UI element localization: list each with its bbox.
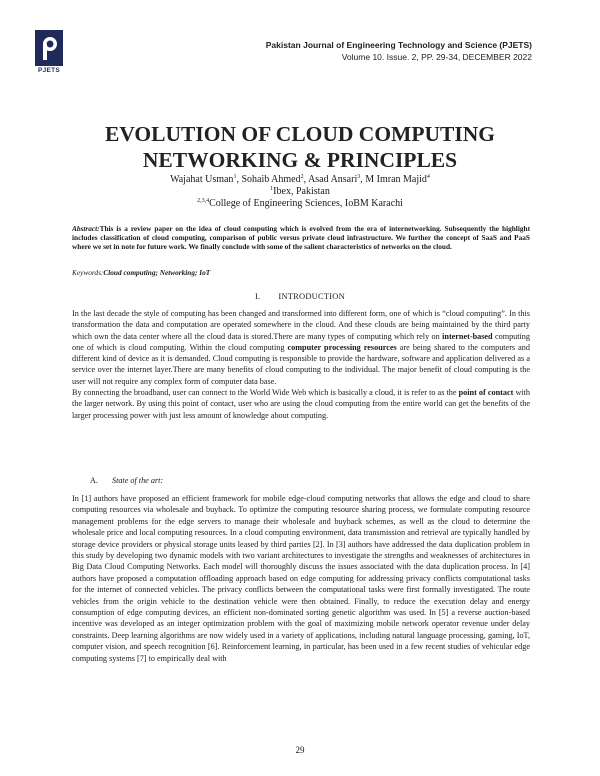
intro-paragraph-1: In the last decade the style of computing has been changed and transformed into different form, one of which is “cloud computing”. In this transformation the data and computation are operated somewhere in the cloud. And these clouds are being maintained by the third party which own the data center where all the cloud data is stored.There are many types of computing which rely on internet-based computing one of which is cloud computing. Within the cloud computing computer processing resources are being shared to the computers and different kind of device as it is demanded. Cloud computing is responsible to provide the hardware, software and application delivered as a service over the internet layer.There are many benefits of cloud computing to the individual. The major benefit of cloud computing is the user will not require any complex form of computer data base. xyxy=(72,309,530,386)
introduction-body xyxy=(72,308,530,421)
logo-text: PJETS xyxy=(37,67,61,74)
journal-logo-icon xyxy=(35,30,63,66)
section-heading-introduction: I. INTRODUCTION xyxy=(255,291,345,301)
author-list: Wajahat Usman$^1$, Sohaib Ahmed$^2$, Asad Ansari$^3$, M Imran Majid$^4$ xyxy=(170,174,430,185)
keywords-text: Cloud computing; Networking; IoT xyxy=(103,268,211,277)
journal-header xyxy=(266,39,532,63)
state-of-art-body: In [1] authors have proposed an efficient framework for mobile edge-cloud computing networks that allows the edge and cloud to share computing resources via wholesale and buyback. To optimize the computing resource sharing process, we formulate computing resource management problems for the edge servers to manage their wholesale and buyback schemes, as well as the cloud to determine the wholesale price and local computing resources. In a cloud computing environment, data transmission and retrieval are typically handled by storage device providers or physical storage units leased by third parties [2]. In [3] authors have addressed the data duplication problem in this study by developing two dynamic models with two variant architectures to investigate the strengths and weaknesses of architectures in Big Data Cloud Computing Networks. Each model will thoroughly discuss the issues associated with the data duplication process. In [4] authors have proposed a computation offloading approach based on edge computing for addressing privacy conflicts computational tasks for the internet of connected vehicles. The privacy conflicts between the computational tasks were first formally investigated. The route vehicles from the origin vehicle to the destination vehicle were then obtained. Finally, to reduce the execution delay and energy consumption of edge computing devices, an efficient non-dominated sorting genetic algorithm was used. In [5] a reverse auction-based incentive was developed as an integer optimization problem with the goal of maximizing mobile network operator revenue under delay constraints. Deep learning algorithms are now widely used in a variety of applications, including natural language processing, gaming, IoT, computer vision, and speech recognition [6]. Reinforcement learning, in particular, has been used in a few recent studies of vehicular edge computing systems [7] to empirically deal with xyxy=(72,494,530,663)
page-number: 29 xyxy=(295,745,305,755)
journal-name: Pakistan Journal of Engineering Technology and Science (PJETS) xyxy=(265,40,532,50)
affiliation-2: $^{2,3,4}$College of Engineering Sciences, IoBM Karachi xyxy=(197,198,403,209)
volume-info: Volume 10. Issue. 2, PP. 29-34, DECEMBER 2022 xyxy=(341,52,532,62)
abstract-label: Abstract: xyxy=(72,224,100,233)
author-name: Sohaib Ahmed xyxy=(241,174,301,185)
subsection-heading-state-of-art: A. State of the art: xyxy=(90,476,164,485)
author-name: Asad Ansari xyxy=(308,174,358,185)
keywords xyxy=(72,268,530,277)
paper-title xyxy=(0,121,600,173)
intro-paragraph-2: By connecting the broadband, user can connect to the World Wide Web which is basically a cloud, it is refer to as the point of contact with the larger network. By using this point of contact, user who are using the cloud computing from the entire world can get the benefits of the larger processing power with just less amount of knowledge about computing. xyxy=(72,388,530,420)
authors-block xyxy=(0,174,600,210)
abstract-text: This is a review paper on the idea of cloud computing which is evolved from the era of internetworking. Subsequently the highlight includes classification of cloud computing, comparison of public versus private cloud infrastructure. We further the concept of SaaS and PaaS where we set in note for future work. We finally conclude with some of the salient characteristics of networks on the cloud. xyxy=(72,224,530,251)
keywords-label: Keywords: xyxy=(72,268,104,277)
title-line-2: NETWORKING & PRINCIPLES xyxy=(142,148,458,172)
abstract xyxy=(72,224,530,251)
affiliation-1: $^1$Ibex, Pakistan xyxy=(270,186,330,197)
author-name: Wajahat Usman xyxy=(170,174,234,185)
author-name: M Imran Majid xyxy=(365,174,427,185)
title-line-1: EVOLUTION OF CLOUD COMPUTING xyxy=(105,122,495,146)
